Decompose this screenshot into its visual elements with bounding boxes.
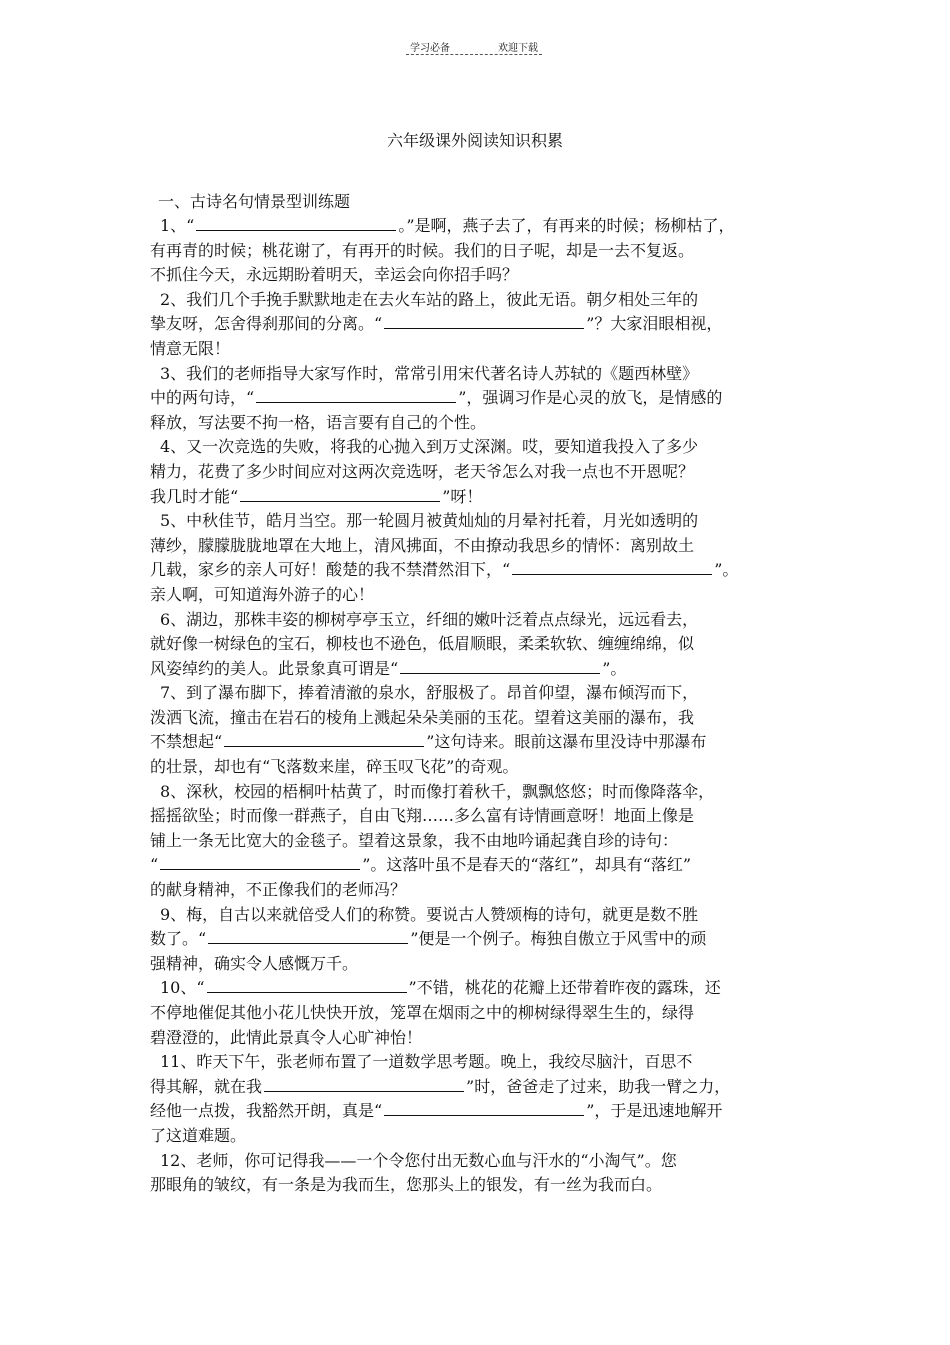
question-line	[150, 337, 810, 362]
page-header	[0, 39, 950, 59]
question-list	[150, 214, 810, 1198]
question-line	[150, 755, 810, 780]
question-text: 有再青的时候；桃花谢了，有再开的时候。我们的日子呢，却是一去不复返。	[150, 240, 695, 260]
question-line	[150, 952, 810, 977]
question-line	[150, 1099, 810, 1124]
question-line	[150, 1075, 810, 1100]
question-text: 了这道难题。	[150, 1125, 247, 1145]
question-2	[150, 288, 810, 362]
question-line	[150, 460, 810, 485]
question-text: 中的两句诗，“	[150, 388, 255, 408]
header-divider	[406, 54, 542, 55]
question-text: 薄纱，朦朦胧胧地罩在大地上，清风拂面，不由撩动我思乡的情怀：离别故土	[150, 535, 695, 555]
question-text: 不抓住今天，永远期盼着明天，幸运会向你招手吗？	[150, 265, 519, 285]
question-text: 铺上一条无比宽大的金毯子。望着这景象，我不由地吟诵起龚自珍的诗句：	[150, 830, 679, 850]
document-body	[150, 189, 810, 1198]
question-line	[150, 657, 810, 682]
fill-in-blank	[240, 487, 440, 502]
question-line	[150, 829, 810, 854]
question-text: 10、“	[160, 978, 205, 998]
question-text: 8、深秋，校园的梧桐叶枯黄了，时而像打着秋千，飘飘悠悠；时而像降落伞，	[160, 781, 715, 801]
question-text: 7、到了瀑布脚下，捧着清澈的泉水，舒服极了。昂首仰望，瀑布倾泻而下，	[160, 683, 699, 703]
question-1	[150, 214, 810, 288]
question-text: 4、又一次竞选的失败，将我的心抛入到万丈深渊。哎，要知道我投入了多少	[160, 437, 699, 457]
question-text: 。”是啊，燕子去了，有再来的时候；杨柳枯了，	[398, 216, 735, 235]
question-line	[150, 730, 810, 755]
question-11	[150, 1050, 810, 1148]
question-text: 情意无限！	[150, 338, 231, 358]
fill-in-blank	[400, 659, 600, 674]
question-line	[150, 1026, 810, 1051]
question-text: 9、梅，自古以来就倍受人们的称赞。要说古人赞颂梅的诗句，就更是数不胜	[160, 904, 699, 924]
question-text: 数了。“	[150, 929, 207, 949]
question-line	[150, 239, 810, 264]
fill-in-blank	[196, 216, 396, 231]
question-text: ”呀！	[442, 486, 483, 506]
question-text: ”。	[602, 658, 627, 678]
header-right-text: 欢迎下载	[498, 43, 538, 54]
header-left-text: 学习必备	[410, 43, 450, 54]
question-line	[150, 1001, 810, 1026]
question-text: 亲人啊，可知道海外游子的心！	[150, 584, 375, 604]
question-text: 的献身精神，不正像我们的老师冯？	[150, 880, 407, 900]
question-text: ”这句诗来。眼前这瀑布里没诗中那瀑布	[426, 732, 707, 752]
question-text: ”。	[714, 560, 739, 580]
question-line	[150, 853, 810, 878]
question-text: 的壮景，却也有“飞落数来崖，碎玉叹飞花”的奇观。	[150, 757, 519, 777]
question-line	[150, 214, 810, 239]
question-text: 精力，花费了多少时间应对这两次竞选呀，老天爷怎么对我一点也不开恩呢？	[150, 461, 695, 481]
question-3	[150, 362, 810, 436]
question-text: ”便是一个例子。梅独自傲立于风雪中的顽	[410, 929, 707, 949]
section-title: 一、古诗名句情景型训练题	[158, 192, 351, 211]
question-text: “	[150, 855, 159, 875]
question-8	[150, 780, 810, 903]
fill-in-blank	[160, 855, 360, 870]
fill-in-blank	[512, 560, 712, 575]
question-6	[150, 608, 810, 682]
question-line	[150, 362, 810, 387]
fill-in-blank	[208, 929, 408, 944]
question-10	[150, 976, 810, 1050]
fill-in-blank	[256, 388, 456, 403]
question-line	[150, 608, 810, 633]
fill-in-blank	[384, 1101, 584, 1116]
question-line	[150, 681, 810, 706]
question-text: 就好像一树绿色的宝石，柳枝也不逊色，低眉顺眼，柔柔软软、缠缠绵绵，似	[150, 634, 695, 654]
question-text: ”不错，桃花的花瓣上还带着昨夜的露珠，还	[408, 978, 721, 998]
question-line	[150, 927, 810, 952]
question-5	[150, 509, 810, 607]
question-text: 泼洒飞流，撞击在岩石的棱角上溅起朵朵美丽的玉花。望着这美丽的瀑布，我	[150, 707, 695, 727]
question-text: 碧澄澄的，此情此景真令人心旷神怡！	[150, 1027, 423, 1047]
question-text: 挚友呀，怎舍得刹那间的分离。“	[150, 314, 383, 334]
question-12	[150, 1149, 810, 1198]
question-text: 释放，写法要不拘一格，语言要有自己的个性。	[150, 412, 487, 432]
question-line	[150, 263, 810, 288]
question-text: ”，于是迅速地解开	[586, 1101, 723, 1121]
question-line	[150, 706, 810, 731]
question-text: 那眼角的皱纹，有一条是为我而生，您那头上的银发，有一丝为我而白。	[150, 1175, 663, 1195]
question-text: ”。这落叶虽不是春天的“落红”，却具有“落红”	[362, 855, 692, 875]
question-text: ”，强调习作是心灵的放飞，是情感的	[458, 388, 723, 408]
question-text: 不禁想起“	[150, 732, 223, 752]
question-text: 风姿绰约的美人。此景象真可谓是“	[150, 658, 399, 678]
question-line	[150, 1050, 810, 1075]
question-text: 不停地催促其他小花儿快快开放，笼罩在烟雨之中的柳树绿得翠生生的，绿得	[150, 1003, 695, 1022]
question-line	[150, 780, 810, 805]
fill-in-blank	[384, 314, 584, 329]
question-line	[150, 903, 810, 928]
question-line	[150, 1124, 810, 1149]
question-text: 12、老师，你可记得我——一个令您付出无数心血与汗水的“小淘气”。您	[160, 1150, 677, 1170]
question-line	[150, 558, 810, 583]
question-line	[150, 1173, 810, 1198]
fill-in-blank	[207, 978, 407, 993]
question-line	[150, 509, 810, 534]
question-text: 得其解，就在我	[150, 1076, 263, 1096]
question-line	[150, 632, 810, 657]
question-line	[150, 386, 810, 411]
question-text: 强精神，确实令人感慨万千。	[150, 953, 359, 973]
question-7	[150, 681, 810, 779]
question-line	[150, 312, 810, 337]
question-text: 2、我们几个手挽手默默地走在去火车站的路上，彼此无语。朝夕相处三年的	[160, 289, 699, 309]
question-line	[150, 583, 810, 608]
question-line	[150, 435, 810, 460]
question-line	[150, 878, 810, 903]
question-9	[150, 903, 810, 977]
question-line	[150, 411, 810, 436]
question-text: 11、昨天下午，张老师布置了一道数学思考题。晚上，我绞尽脑汁，百思不	[160, 1052, 693, 1072]
question-text: ”时，爸爸走了过来，助我一臂之力，	[466, 1076, 731, 1096]
question-text: 6、湖边，那株丰姿的柳树亭亭玉立，纤细的嫩叶泛着点点绿光，远远看去，	[160, 609, 699, 629]
question-line	[150, 534, 810, 559]
question-line	[150, 485, 810, 510]
question-text: 1、“	[160, 216, 195, 235]
question-text: 几载，家乡的亲人可好！酸楚的我不禁潸然泪下，“	[150, 560, 511, 580]
question-text: ”？大家泪眼相视，	[586, 314, 723, 334]
question-text: 经他一点拨，我豁然开朗，真是“	[150, 1101, 383, 1121]
question-text: 5、中秋佳节，皓月当空。那一轮圆月被黄灿灿的月晕衬托着，月光如透明的	[160, 511, 699, 531]
question-text: 摇摇欲坠；时而像一群燕子，自由飞翔……多么富有诗情画意呀！地面上像是	[150, 806, 695, 826]
fill-in-blank	[264, 1077, 464, 1092]
question-text: 3、我们的老师指导大家写作时，常常引用宋代著名诗人苏轼的《题西林壁》	[160, 363, 699, 383]
question-line	[150, 804, 810, 829]
question-line	[150, 1149, 810, 1174]
question-text: 我几时才能“	[150, 486, 239, 506]
question-4	[150, 435, 810, 509]
fill-in-blank	[224, 732, 424, 747]
question-line	[150, 288, 810, 313]
page-title: 六年级课外阅读知识积累	[386, 131, 563, 150]
question-line	[150, 976, 810, 1001]
